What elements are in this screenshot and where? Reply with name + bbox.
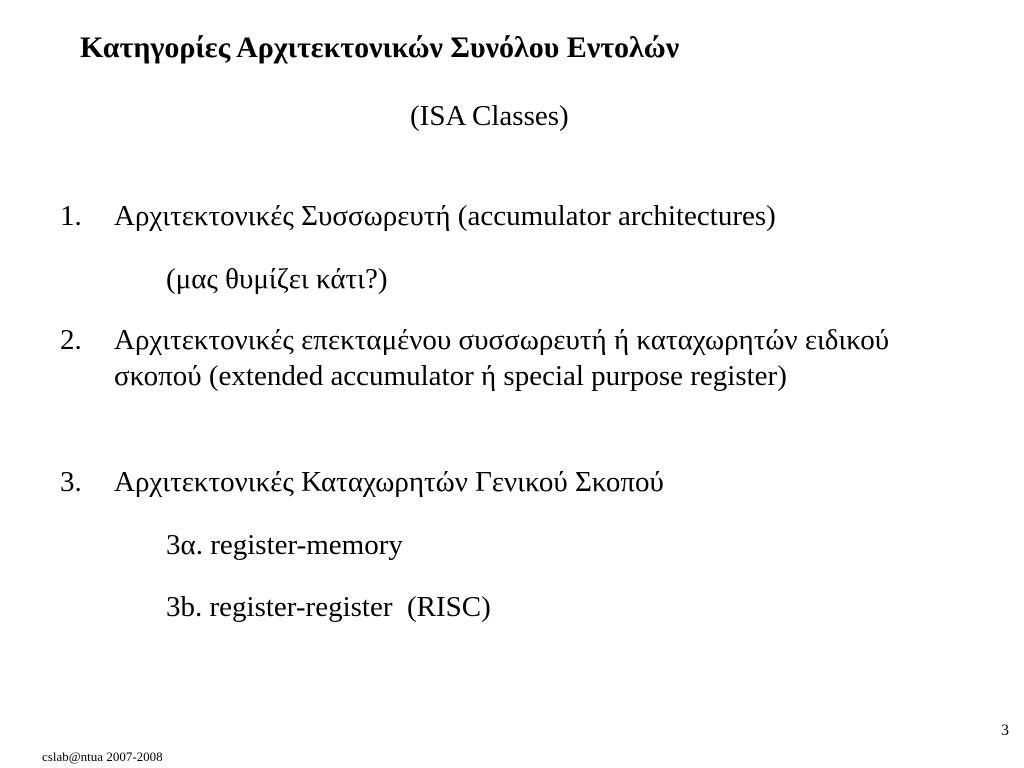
list-item-1-note: (μας θυμίζει κάτι?) — [166, 263, 388, 295]
list-item-1 — [60, 198, 960, 234]
list-item-3 — [60, 464, 960, 500]
list-item-text: Αρχιτεκτονικές επεκταμένου συσσωρευτή ή καταχωρητών ειδικού σκοπού (extended accumulator ή special purpose register) — [114, 324, 890, 392]
slide-title: Κατηγορίες Αρχιτεκτονικών Συνόλου Εντολών — [80, 31, 680, 64]
page-number: 3 — [1001, 722, 1009, 739]
list-subitem-3b: 3b. register-register (RISC) — [166, 591, 491, 623]
slide-subtitle: (ISA Classes) — [410, 100, 569, 132]
list-item-text: Αρχιτεκτονικές Καταχωρητών Γενικού Σκοπού — [114, 466, 664, 498]
list-item-text: Αρχιτεκτονικές Συσσωρευτή (accumulator architectures) — [114, 200, 776, 232]
list-item-number: 2. — [60, 324, 82, 356]
list-item-2 — [60, 322, 960, 394]
list-subitem-3a: 3α. register-memory — [166, 529, 403, 561]
footer-credit: cslab@ntua 2007-2008 — [42, 749, 163, 764]
list-item-number: 3. — [60, 466, 82, 498]
list-item-number: 1. — [60, 200, 82, 232]
